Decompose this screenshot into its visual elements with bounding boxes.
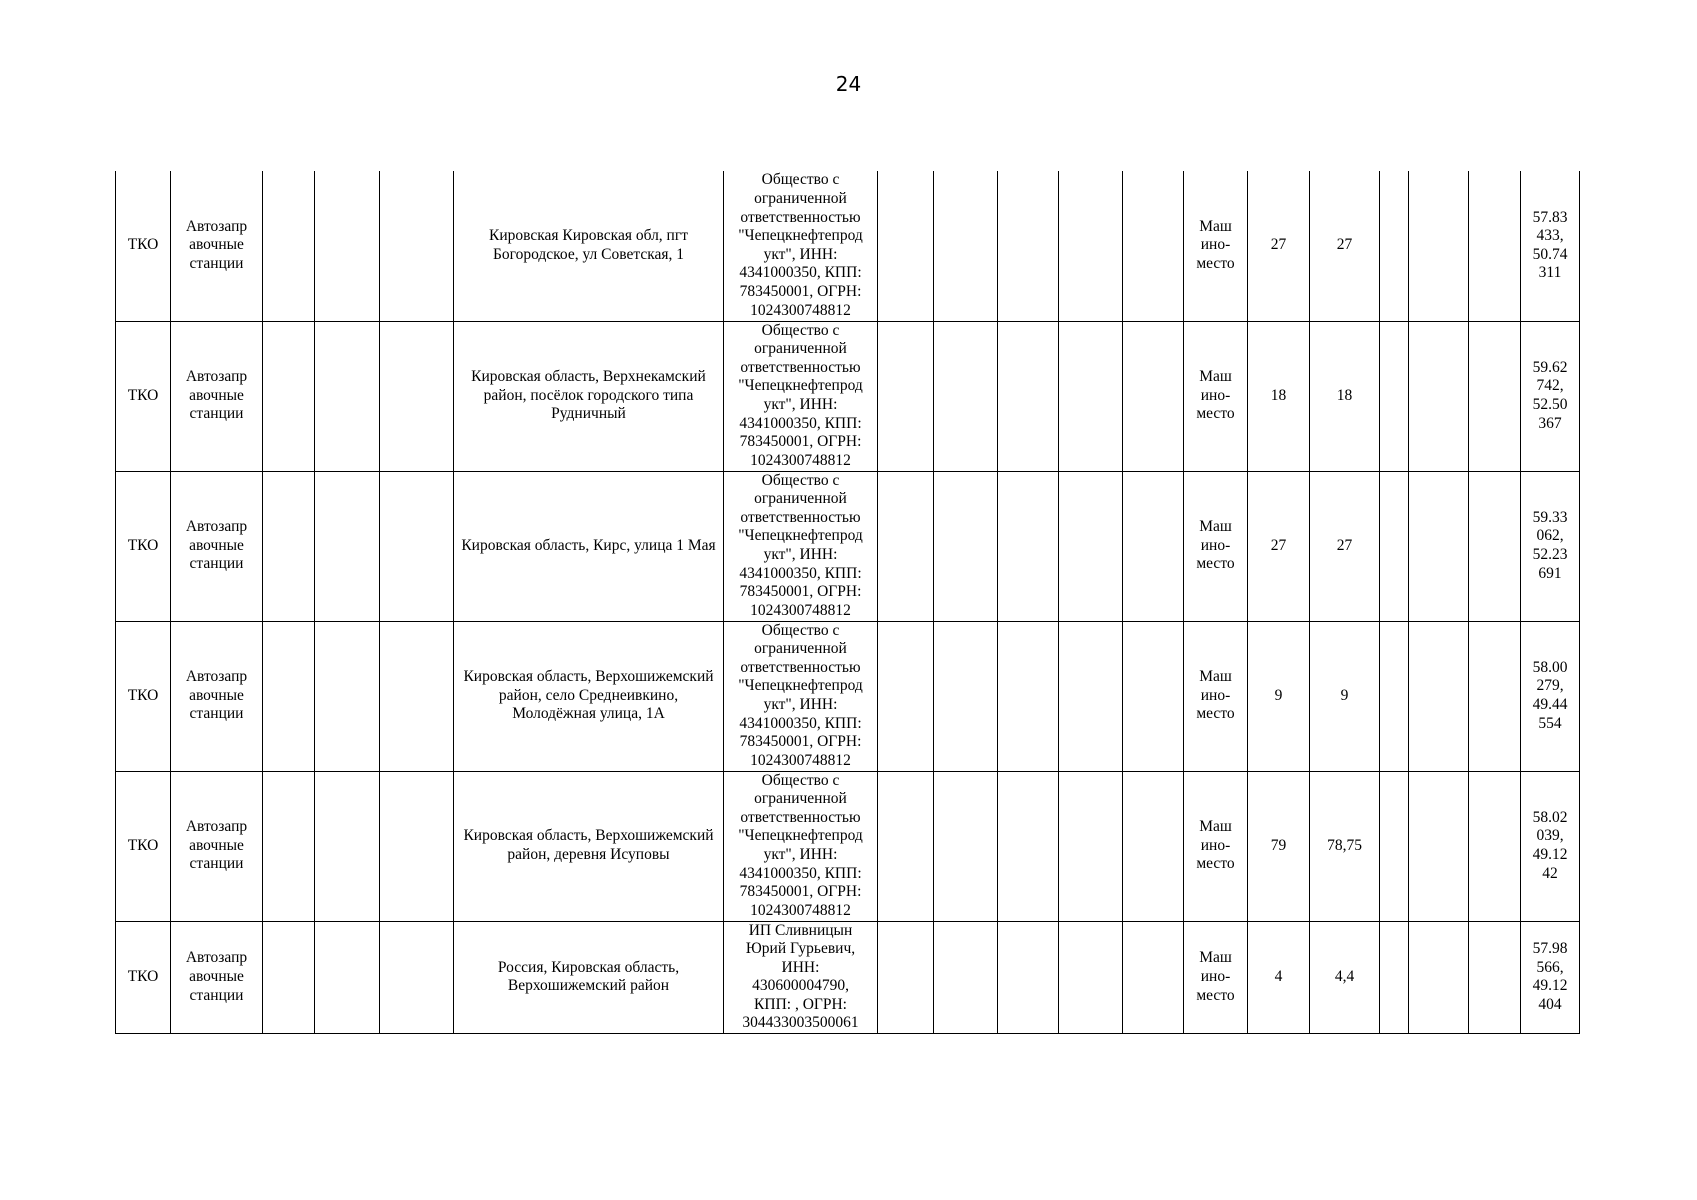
- empty-cell: [263, 771, 315, 921]
- coordinates-cell-line: 062,: [1536, 527, 1564, 545]
- object-category-cell-line: Автозапр: [185, 217, 248, 235]
- empty-cell: [1059, 171, 1123, 321]
- object-category-cell: [171, 771, 263, 921]
- waste-type-cell: ТКО: [116, 171, 171, 321]
- empty-cell: [1059, 771, 1123, 921]
- coordinates-cell-line: 42: [1542, 864, 1558, 882]
- empty-cell: [998, 921, 1059, 1034]
- object-category-cell-line: авочные: [189, 386, 244, 404]
- empty-cell: [1469, 621, 1521, 771]
- owner-cell-line: "Чепецкнефтепрод: [738, 377, 863, 395]
- coordinates-cell-line: 554: [1538, 714, 1562, 732]
- unit-cell: [1184, 171, 1248, 321]
- owner-cell-line: Юрий Гурьевич,: [745, 940, 856, 958]
- empty-cell: [1380, 771, 1409, 921]
- empty-cell: [1123, 621, 1184, 771]
- quantity-cell: 18: [1248, 321, 1310, 471]
- quantity-cell: 27: [1248, 171, 1310, 321]
- unit-cell-line: ино-: [1200, 536, 1231, 554]
- empty-cell: [934, 621, 998, 771]
- coordinates-cell-line: 58.02: [1532, 808, 1568, 826]
- coordinates-cell-line: 59.33: [1532, 508, 1568, 526]
- empty-cell: [1059, 471, 1123, 621]
- empty-cell: [1409, 621, 1469, 771]
- coordinates-cell-line: 311: [1538, 264, 1562, 282]
- owner-cell-line: 4341000350, КПП:: [739, 714, 862, 732]
- empty-cell: [934, 171, 998, 321]
- empty-cell: [315, 171, 380, 321]
- empty-cell: [1469, 321, 1521, 471]
- owner-cell-line: укт", ИНН:: [763, 546, 838, 563]
- object-category-cell: [171, 171, 263, 321]
- empty-cell: [380, 321, 454, 471]
- owner-cell-line: укт", ИНН:: [763, 846, 838, 863]
- empty-cell: [998, 771, 1059, 921]
- unit-cell-line: ино-: [1200, 686, 1231, 704]
- table-row: [116, 621, 1580, 771]
- empty-cell: [263, 921, 315, 1034]
- object-category-cell-line: станции: [189, 705, 244, 723]
- coordinates-cell-line: 59.62: [1532, 358, 1568, 376]
- unit-cell-line: Маш: [1199, 818, 1232, 836]
- unit-cell-line: место: [1196, 705, 1235, 723]
- owner-cell: [724, 921, 878, 1034]
- object-category-cell-line: станции: [189, 855, 244, 873]
- coordinates-cell: [1521, 771, 1580, 921]
- waste-type-cell: ТКО: [116, 771, 171, 921]
- unit-cell-line: Маш: [1199, 518, 1232, 536]
- owner-cell-line: ответственностью: [740, 808, 861, 826]
- owner-cell-line: 783450001, ОГРН:: [739, 282, 862, 300]
- unit-cell-line: место: [1196, 986, 1235, 1004]
- table-row: [116, 921, 1580, 1034]
- unit-cell-line: Маш: [1199, 949, 1232, 967]
- empty-cell: [380, 621, 454, 771]
- owner-cell-line: "Чепецкнефтепрод: [738, 227, 863, 245]
- empty-cell: [934, 471, 998, 621]
- object-category-cell-line: станции: [189, 405, 244, 423]
- table-row: [116, 171, 1580, 321]
- waste-type-cell: ТКО: [116, 321, 171, 471]
- owner-cell-line: 1024300748812: [750, 601, 851, 619]
- empty-cell: [1409, 471, 1469, 621]
- empty-cell: [878, 471, 934, 621]
- owner-cell: [724, 471, 878, 621]
- quantity-cell: 27: [1310, 171, 1380, 321]
- empty-cell: [315, 471, 380, 621]
- owner-cell-line: 783450001, ОГРН:: [739, 583, 862, 601]
- waste-sites-table: [115, 171, 1580, 1034]
- empty-cell: [1469, 771, 1521, 921]
- quantity-cell: 78,75: [1310, 771, 1380, 921]
- empty-cell: [1059, 621, 1123, 771]
- address-cell: Кировская область, Верхнекамский район, посёлок городского типа Рудничный: [454, 321, 724, 471]
- empty-cell: [380, 171, 454, 321]
- owner-cell-line: КПП: , ОГРН:: [754, 995, 847, 1013]
- owner-cell-line: "Чепецкнефтепрод: [738, 527, 863, 545]
- owner-cell-line: 4341000350, КПП:: [739, 864, 862, 882]
- empty-cell: [934, 921, 998, 1034]
- empty-cell: [1123, 921, 1184, 1034]
- empty-cell: [1469, 921, 1521, 1034]
- object-category-cell-line: авочные: [189, 536, 244, 554]
- object-category-cell-line: авочные: [189, 836, 244, 854]
- quantity-cell: 79: [1248, 771, 1310, 921]
- address-cell: Кировская область, Кирс, улица 1 Мая: [454, 471, 724, 621]
- coordinates-cell: [1521, 321, 1580, 471]
- coordinates-cell-line: 49.44: [1532, 696, 1568, 713]
- object-category-cell: [171, 921, 263, 1034]
- empty-cell: [380, 471, 454, 621]
- address-cell: Россия, Кировская область, Верхошижемский район: [454, 921, 724, 1034]
- unit-cell-line: ино-: [1200, 386, 1231, 404]
- object-category-cell-line: Автозапр: [185, 668, 248, 686]
- owner-cell: [724, 771, 878, 921]
- quantity-cell: 4,4: [1310, 921, 1380, 1034]
- empty-cell: [263, 621, 315, 771]
- owner-cell-line: ответственностью: [740, 658, 861, 676]
- owner-cell-line: 1024300748812: [750, 451, 851, 469]
- unit-cell: [1184, 621, 1248, 771]
- waste-type-cell: ТКО: [116, 921, 171, 1034]
- owner-cell-line: "Чепецкнефтепрод: [738, 677, 863, 695]
- owner-cell-line: ограниченной: [754, 490, 847, 508]
- table-row: [116, 471, 1580, 621]
- owner-cell-line: 4341000350, КПП:: [739, 264, 862, 282]
- owner-cell-line: Общество с: [761, 771, 840, 789]
- quantity-cell: 27: [1248, 471, 1310, 621]
- owner-cell-line: ограниченной: [754, 189, 847, 207]
- quantity-cell: 18: [1310, 321, 1380, 471]
- owner-cell-line: укт", ИНН:: [763, 245, 838, 263]
- owner-cell-line: "Чепецкнефтепрод: [738, 827, 863, 845]
- coordinates-cell-line: 50.74: [1532, 245, 1568, 263]
- empty-cell: [1380, 171, 1409, 321]
- empty-cell: [1059, 921, 1123, 1034]
- object-category-cell-line: станции: [189, 555, 244, 573]
- owner-cell-line: 4341000350, КПП:: [739, 414, 862, 432]
- unit-cell-line: ино-: [1200, 236, 1231, 254]
- empty-cell: [1123, 471, 1184, 621]
- empty-cell: [1123, 171, 1184, 321]
- table-row: [116, 321, 1580, 471]
- empty-cell: [1380, 621, 1409, 771]
- coordinates-cell-line: 57.83: [1532, 208, 1568, 226]
- unit-cell-line: Маш: [1199, 668, 1232, 686]
- object-category-cell-line: авочные: [189, 686, 244, 704]
- owner-cell-line: 304433003500061: [742, 1014, 859, 1032]
- unit-cell-line: Маш: [1199, 217, 1232, 235]
- unit-cell-line: место: [1196, 405, 1235, 423]
- owner-cell-line: ответственностью: [740, 358, 861, 376]
- owner-cell: [724, 321, 878, 471]
- unit-cell-line: ино-: [1200, 836, 1231, 854]
- owner-cell-line: Общество с: [761, 621, 840, 639]
- empty-cell: [380, 771, 454, 921]
- empty-cell: [1380, 471, 1409, 621]
- empty-cell: [1380, 921, 1409, 1034]
- empty-cell: [878, 171, 934, 321]
- unit-cell-line: место: [1196, 555, 1235, 573]
- waste-type-cell: ТКО: [116, 621, 171, 771]
- owner-cell: [724, 621, 878, 771]
- coordinates-cell-line: 404: [1538, 995, 1562, 1013]
- empty-cell: [263, 321, 315, 471]
- owner-cell-line: 430600004790,: [752, 977, 849, 995]
- owner-cell-line: 1024300748812: [750, 901, 851, 919]
- coordinates-cell-line: 49.12: [1532, 846, 1568, 863]
- empty-cell: [263, 171, 315, 321]
- owner-cell-line: 783450001, ОГРН:: [739, 883, 862, 901]
- owner-cell-line: Общество с: [761, 321, 840, 339]
- coordinates-cell: [1521, 621, 1580, 771]
- owner-cell-line: ИНН:: [781, 958, 820, 976]
- object-category-cell: [171, 471, 263, 621]
- unit-cell-line: место: [1196, 855, 1235, 873]
- coordinates-cell-line: 433,: [1536, 227, 1564, 245]
- empty-cell: [878, 921, 934, 1034]
- empty-cell: [878, 621, 934, 771]
- unit-cell: [1184, 321, 1248, 471]
- owner-cell-line: 783450001, ОГРН:: [739, 733, 862, 751]
- object-category-cell-line: авочные: [189, 967, 244, 985]
- coordinates-cell: [1521, 921, 1580, 1034]
- object-category-cell-line: Автозапр: [185, 368, 248, 386]
- empty-cell: [1409, 921, 1469, 1034]
- page-number: 24: [835, 72, 862, 96]
- object-category-cell-line: авочные: [189, 236, 244, 254]
- empty-cell: [1059, 321, 1123, 471]
- owner-cell-line: ограниченной: [754, 340, 847, 358]
- empty-cell: [878, 321, 934, 471]
- empty-cell: [878, 771, 934, 921]
- coordinates-cell-line: 691: [1538, 564, 1562, 582]
- owner-cell-line: 4341000350, КПП:: [739, 564, 862, 582]
- empty-cell: [1409, 171, 1469, 321]
- empty-cell: [315, 771, 380, 921]
- coordinates-cell-line: 039,: [1536, 827, 1564, 845]
- empty-cell: [380, 921, 454, 1034]
- unit-cell-line: Маш: [1199, 368, 1232, 386]
- empty-cell: [1123, 321, 1184, 471]
- empty-cell: [1469, 471, 1521, 621]
- empty-cell: [315, 621, 380, 771]
- empty-cell: [1469, 171, 1521, 321]
- empty-cell: [1380, 321, 1409, 471]
- unit-cell: [1184, 471, 1248, 621]
- waste-type-cell: ТКО: [116, 471, 171, 621]
- owner-cell-line: ограниченной: [754, 790, 847, 808]
- empty-cell: [934, 771, 998, 921]
- owner-cell-line: ответственностью: [740, 208, 861, 226]
- quantity-cell: 4: [1248, 921, 1310, 1034]
- table-row: [116, 771, 1580, 921]
- unit-cell-line: место: [1196, 255, 1235, 273]
- address-cell: Кировская Кировская обл, пгт Богородское, ул Советская, 1: [454, 171, 724, 321]
- coordinates-cell-line: 52.23: [1532, 546, 1568, 563]
- quantity-cell: 9: [1310, 621, 1380, 771]
- object-category-cell: [171, 621, 263, 771]
- empty-cell: [1123, 771, 1184, 921]
- unit-cell: [1184, 771, 1248, 921]
- owner-cell-line: ИП Сливницын: [748, 921, 853, 939]
- owner-cell-line: укт", ИНН:: [763, 696, 838, 713]
- coordinates-cell-line: 742,: [1536, 377, 1564, 395]
- quantity-cell: 27: [1310, 471, 1380, 621]
- empty-cell: [1409, 771, 1469, 921]
- coordinates-cell: [1521, 471, 1580, 621]
- coordinates-cell-line: 58.00: [1532, 658, 1568, 676]
- owner-cell-line: укт", ИНН:: [763, 396, 838, 413]
- empty-cell: [315, 321, 380, 471]
- empty-cell: [263, 471, 315, 621]
- empty-cell: [934, 321, 998, 471]
- coordinates-cell-line: 49.12: [1532, 977, 1568, 995]
- empty-cell: [998, 321, 1059, 471]
- owner-cell: [724, 171, 878, 321]
- quantity-cell: 9: [1248, 621, 1310, 771]
- address-cell: Кировская область, Верхошижемский район, деревня Исуповы: [454, 771, 724, 921]
- address-cell: Кировская область, Верхошижемский район, село Среднеивкино, Молодёжная улица, 1А: [454, 621, 724, 771]
- object-category-cell: [171, 321, 263, 471]
- coordinates-cell-line: 367: [1538, 414, 1562, 432]
- owner-cell-line: 1024300748812: [750, 751, 851, 769]
- owner-cell-line: 1024300748812: [750, 301, 851, 319]
- object-category-cell-line: станции: [189, 255, 244, 273]
- coordinates-cell-line: 52.50: [1532, 396, 1568, 413]
- object-category-cell-line: станции: [189, 986, 244, 1004]
- empty-cell: [998, 171, 1059, 321]
- object-category-cell-line: Автозапр: [185, 518, 248, 536]
- object-category-cell-line: Автозапр: [185, 949, 248, 967]
- unit-cell-line: ино-: [1200, 967, 1231, 985]
- owner-cell-line: ответственностью: [740, 508, 861, 526]
- coordinates-cell: [1521, 171, 1580, 321]
- object-category-cell-line: Автозапр: [185, 818, 248, 836]
- owner-cell-line: ограниченной: [754, 640, 847, 658]
- owner-cell-line: Общество с: [761, 471, 840, 489]
- empty-cell: [998, 621, 1059, 771]
- empty-cell: [998, 471, 1059, 621]
- unit-cell: [1184, 921, 1248, 1034]
- coordinates-cell-line: 279,: [1536, 677, 1564, 695]
- owner-cell-line: Общество с: [761, 171, 840, 189]
- coordinates-cell-line: 57.98: [1532, 940, 1568, 958]
- empty-cell: [1409, 321, 1469, 471]
- owner-cell-line: 783450001, ОГРН:: [739, 433, 862, 451]
- coordinates-cell-line: 566,: [1536, 958, 1564, 976]
- empty-cell: [315, 921, 380, 1034]
